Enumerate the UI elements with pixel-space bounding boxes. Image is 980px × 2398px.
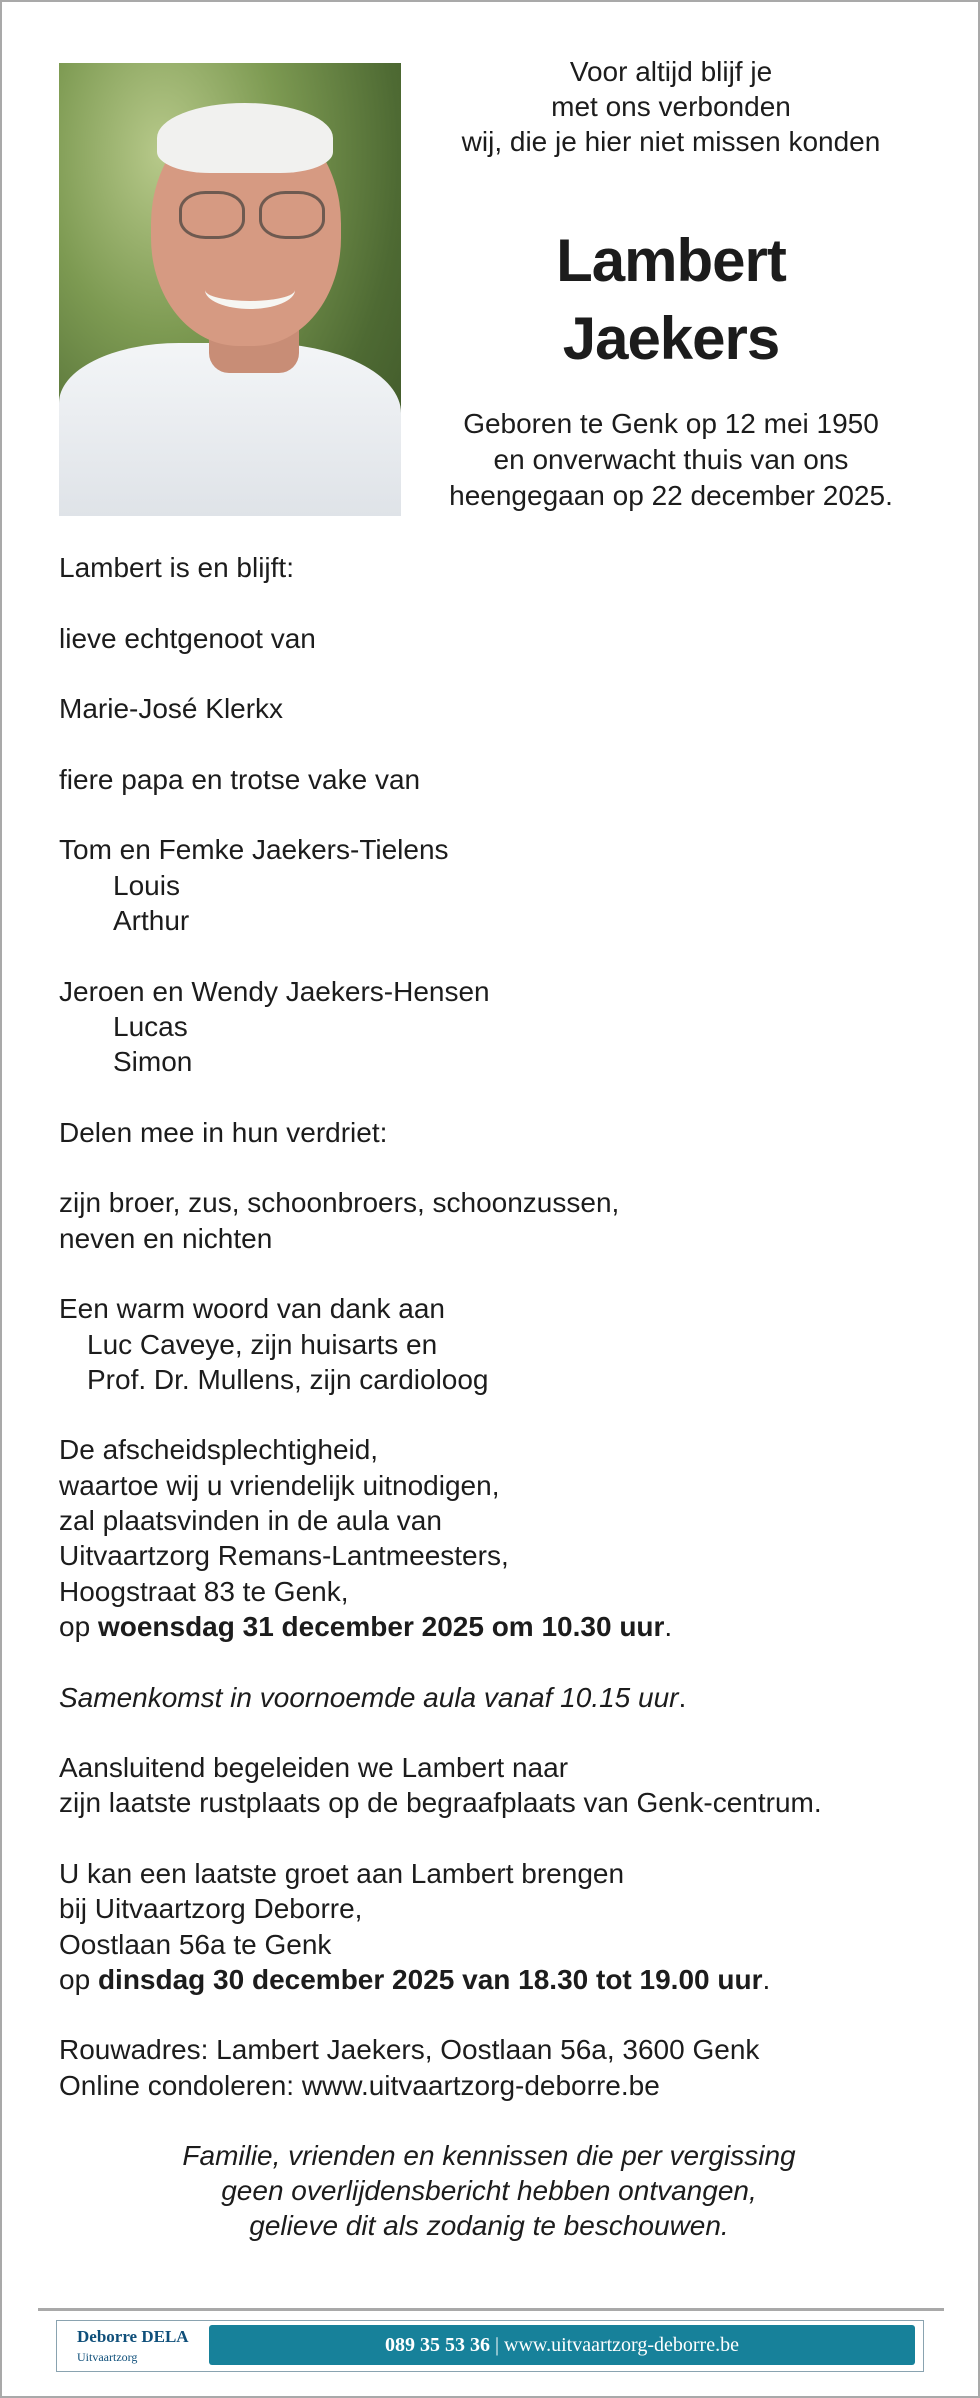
photo-smile — [205, 271, 295, 309]
online-condolence: Online condoleren: www.uitvaartzorg-deborre.be — [59, 2069, 660, 2101]
visit-line: bij Uitvaartzorg Deborre, — [59, 1893, 363, 1925]
birth-line: en onverwacht thuis van ons — [493, 444, 849, 475]
spouse-name: Marie-José Klerkx — [59, 693, 284, 725]
ceremony-line: Hoogstraat 83 te Genk, — [59, 1575, 349, 1607]
announcement-body — [59, 550, 949, 2103]
intro-text: Lambert is en blijft: — [59, 552, 294, 583]
first-name: Lambert — [556, 227, 786, 294]
burial-line: zijn laatste rustplaats op de begraafplaats van Genk-centrum. — [59, 1787, 822, 1819]
memorial-verse — [420, 54, 922, 159]
ceremony-line: zal plaatsvinden in de aula van — [59, 1505, 442, 1537]
portrait-photo — [59, 63, 401, 516]
grandchild-name: Arthur — [113, 904, 190, 936]
family-name: Jeroen en Wendy Jaekers-Hensen — [59, 975, 490, 1007]
photo-glasses-left — [179, 191, 245, 239]
visit-prefix: op — [59, 1963, 98, 1995]
separator: | — [490, 2334, 505, 2356]
birth-line: Geboren te Genk op 12 mei 1950 — [463, 408, 879, 439]
visit-date: dinsdag 30 december 2025 van 18.30 tot 19.00 uur — [97, 1963, 763, 1995]
thanks-line: Een warm woord van dank aan — [59, 1293, 445, 1325]
relatives-line: zijn broer, zus, schoonbroers, schoonzussen, — [59, 1187, 620, 1219]
contact-bar — [209, 2325, 915, 2365]
verse-line: wij, die je hier niet missen konden — [461, 126, 881, 157]
closing-line: gelieve dit als zodanig te beschouwen. — [249, 2210, 729, 2241]
visit-date-line — [59, 1962, 949, 1997]
mourning-address: Rouwadres: Lambert Jaekers, Oostlaan 56a, 3600 Genk — [59, 2034, 760, 2066]
funeral-home-logo — [57, 2321, 207, 2371]
gathering-text: Samenkomst in voornoemde aula vanaf 10.15 uur — [59, 1681, 679, 1713]
website-link[interactable]: www.uitvaartzorg-deborre.be — [504, 2334, 739, 2356]
ceremony-line: waartoe wij u vriendelijk uitnodigen, — [59, 1469, 500, 1501]
grandchild-name: Louis — [113, 869, 180, 901]
photo-glasses-right — [259, 191, 325, 239]
grandchild-name: Simon — [113, 1046, 193, 1078]
gathering-suffix: . — [678, 1681, 687, 1713]
closing-note — [59, 2138, 919, 2243]
burial-line: Aansluitend begeleiden we Lambert naar — [59, 1752, 569, 1784]
last-name: Jaekers — [562, 305, 780, 372]
birth-line: heengegaan op 22 december 2025. — [449, 480, 893, 511]
verse-line: Voor altijd blijf je — [569, 56, 773, 87]
grandchild-name: Lucas — [113, 1010, 188, 1042]
ceremony-suffix: . — [664, 1610, 673, 1642]
ceremony-line: De afscheidsplechtigheid, — [59, 1434, 379, 1466]
family-name: Tom en Femke Jaekers-Tielens — [59, 834, 449, 866]
verse-line: met ons verbonden — [551, 91, 791, 122]
children-label: fiere papa en trotse vake van — [59, 763, 421, 795]
relatives-line: neven en nichten — [59, 1222, 273, 1254]
footer-divider — [38, 2308, 944, 2311]
deceased-name — [420, 222, 922, 378]
closing-line: geen overlijdensbericht hebben ontvangen, — [221, 2175, 757, 2206]
phone-number[interactable]: 089 35 53 36 — [385, 2334, 491, 2356]
visit-line: U kan een laatste groet aan Lambert brengen — [59, 1857, 625, 1889]
logo-name: Deborre DELA — [77, 2327, 189, 2346]
share-grief-label: Delen mee in hun verdriet: — [59, 1116, 388, 1148]
thanks-line: Prof. Dr. Mullens, zijn cardioloog — [87, 1363, 489, 1395]
spouse-label: lieve echtgenoot van — [59, 622, 316, 654]
thanks-line: Luc Caveye, zijn huisarts en — [87, 1328, 438, 1360]
visit-line: Oostlaan 56a te Genk — [59, 1928, 332, 1960]
logo-subtitle: Uitvaartzorg — [77, 2350, 138, 2364]
birth-death-info — [420, 406, 922, 514]
ceremony-date: woensdag 31 december 2025 om 10.30 uur — [97, 1610, 665, 1642]
funeral-home-footer — [56, 2320, 924, 2372]
visit-suffix: . — [762, 1963, 771, 1995]
ceremony-date-line — [59, 1609, 949, 1644]
ceremony-line: Uitvaartzorg Remans-Lantmeesters, — [59, 1540, 509, 1572]
photo-hair — [157, 103, 333, 173]
ceremony-prefix: op — [59, 1610, 98, 1642]
gathering-line — [59, 1680, 949, 1715]
closing-line: Familie, vrienden en kennissen die per vergissing — [182, 2140, 796, 2171]
